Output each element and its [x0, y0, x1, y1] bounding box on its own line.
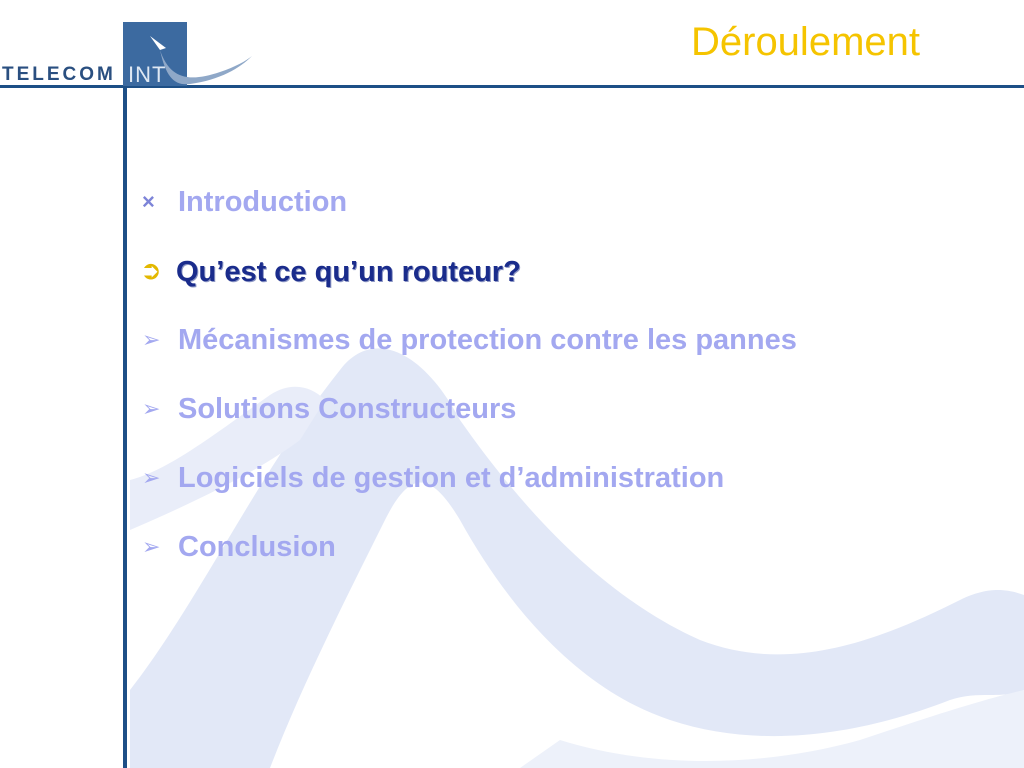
agenda-item-routeur [140, 255, 797, 324]
agenda-item-label: Qu’est ce qu’un routeur? [176, 256, 521, 288]
agenda-item-introduction [140, 186, 797, 255]
agenda-item-mecanismes [140, 324, 797, 393]
agenda-item-label: Conclusion [178, 531, 336, 563]
arrowhead-icon: ➢ [142, 327, 161, 352]
agenda-item-solutions [140, 393, 797, 462]
circled-arrow-icon: ➲ [140, 255, 162, 285]
side-rule [123, 22, 127, 768]
agenda-item-label: Logiciels de gestion et d’administration [178, 462, 725, 494]
agenda-list [140, 186, 797, 600]
slide-title: Déroulement [690, 20, 920, 64]
telecom-int-logo [0, 20, 260, 92]
agenda-item-conclusion [140, 531, 797, 600]
agenda-item-label: Solutions Constructeurs [178, 393, 517, 425]
arrowhead-icon: ➢ [142, 534, 161, 559]
cross-icon: × [142, 189, 155, 214]
logo-wordmark: TELECOM [2, 64, 116, 85]
agenda-item-label: Introduction [178, 186, 348, 218]
arrowhead-icon: ➢ [142, 396, 161, 421]
logo-int-text: INT [128, 62, 167, 87]
arrowhead-icon: ➢ [142, 465, 161, 490]
agenda-item-label: Mécanismes de protection contre les pannes [178, 324, 797, 356]
agenda-item-logiciels [140, 462, 797, 531]
